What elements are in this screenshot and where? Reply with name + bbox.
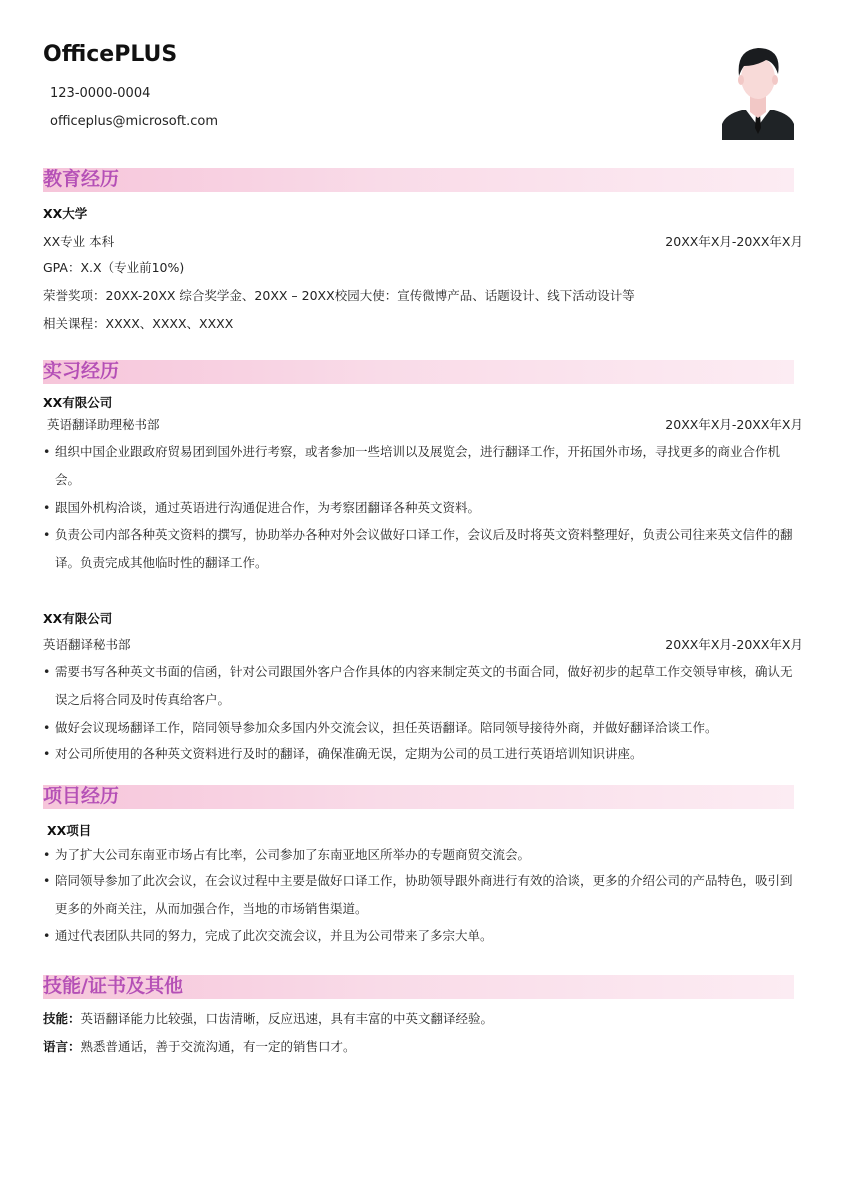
list-item: • 负责公司内部各种英文资料的撰写，协助举办各种对外会议做好口译工作，会议后及时将英文资料整理好，负责公司往来英文信件的翻译。负责完成其他临时性的翻译工作。 [43, 521, 803, 577]
avatar-icon [722, 44, 794, 140]
language-line [43, 1039, 803, 1055]
major-text: XX专业 本科 [43, 234, 115, 249]
bullet-dot: • [43, 664, 51, 679]
list-item: • 组织中国企业跟政府贸易团到国外进行考察，或者参加一些培训以及展览会，进行翻译工作，开拓国外市场，寻找更多的商业合作机会。 [43, 438, 803, 494]
school-name: XX大学 [43, 206, 88, 221]
resume-name: OfficePLUS [43, 42, 178, 67]
bullet-dot: • [43, 847, 51, 862]
email-text: officeplus@microsoft.com [50, 114, 219, 129]
list-item: • 陪同领导参加了此次会议，在会议过程中主要是做好口译工作，协助领导跟外商进行有效的洽谈，更多的介绍公司的产品特色，吸引到更多的外商关注，从而加强合作，当地的市场销售渠道。 [43, 867, 803, 923]
list-item: • 做好会议现场翻译工作，陪同领导参加众多国内外交流会议，担任英语翻译。陪同领导接待外商，并做好翻译洽谈工作。 [43, 714, 803, 742]
bullet-dot: • [43, 928, 51, 943]
job-company: XX有限公司 [43, 395, 113, 410]
bullet-dot: • [43, 444, 51, 459]
list-item: • 需要书写各种英文书面的信函，针对公司跟国外客户合作具体的内容来制定英文的书面合同，做好初步的起草工作交领导审核，确认无误之后将合同及时传真给客户。 [43, 658, 803, 714]
phone-text: 123-0000-0004 [50, 86, 151, 101]
skill-text: 英语翻译能力比较强，口齿清晰，反应迅速，具有丰富的中英文翻译经验。 [80, 1011, 494, 1026]
courses-text: 相关课程：XXXX、XXXX、XXXX [43, 316, 234, 331]
project-section-bar [43, 785, 794, 809]
gpa-text: GPA：X.X（专业前10%) [43, 260, 185, 275]
language-text: 熟悉普通话，善于交流沟通，有一定的销售口才。 [80, 1039, 356, 1054]
skill-label: 技能： [43, 1011, 81, 1026]
bullet-dot: • [43, 527, 51, 542]
bullet-dot: • [43, 500, 51, 515]
honors-text: 荣誉奖项：20XX-20XX 综合奖学金、20XX – 20XX校园大使：宣传微博产品、话题设计、线下活动设计等 [43, 288, 635, 303]
job-role: 英语翻译助理秘书部 [47, 417, 160, 432]
language-label: 语言： [43, 1039, 81, 1054]
job-date: 20XX年X月-20XX年X月 [665, 417, 803, 432]
education-section-bar [43, 168, 794, 192]
list-item: • 为了扩大公司东南亚市场占有比率，公司参加了东南亚地区所举办的专题商贸交流会。 [43, 841, 803, 869]
skill-line [43, 1011, 803, 1027]
project-name: XX项目 [47, 823, 92, 838]
education-section-title: 教育经历 [43, 168, 120, 190]
project-section-title: 项目经历 [43, 785, 120, 807]
bullet-dot: • [43, 873, 51, 888]
internship-section-bar [43, 360, 794, 384]
job-date: 20XX年X月-20XX年X月 [665, 637, 803, 652]
list-item: • 跟国外机构洽谈，通过英语进行沟通促进合作，为考察团翻译各种英文资料。 [43, 494, 803, 522]
bullet-dot: • [43, 720, 51, 735]
job-company: XX有限公司 [43, 611, 113, 626]
skills-section-title: 技能/证书及其他 [43, 975, 183, 997]
list-item: • 对公司所使用的各种英文资料进行及时的翻译，确保准确无误，定期为公司的员工进行英语培训知识讲座。 [43, 740, 803, 768]
list-item: • 通过代表团队共同的努力，完成了此次交流会议，并且为公司带来了多宗大单。 [43, 922, 803, 950]
job-role: 英语翻译秘书部 [43, 637, 131, 652]
internship-section-title: 实习经历 [43, 360, 120, 382]
bullet-dot: • [43, 746, 51, 761]
skills-section-bar [43, 975, 794, 999]
education-date: 20XX年X月-20XX年X月 [665, 234, 803, 249]
